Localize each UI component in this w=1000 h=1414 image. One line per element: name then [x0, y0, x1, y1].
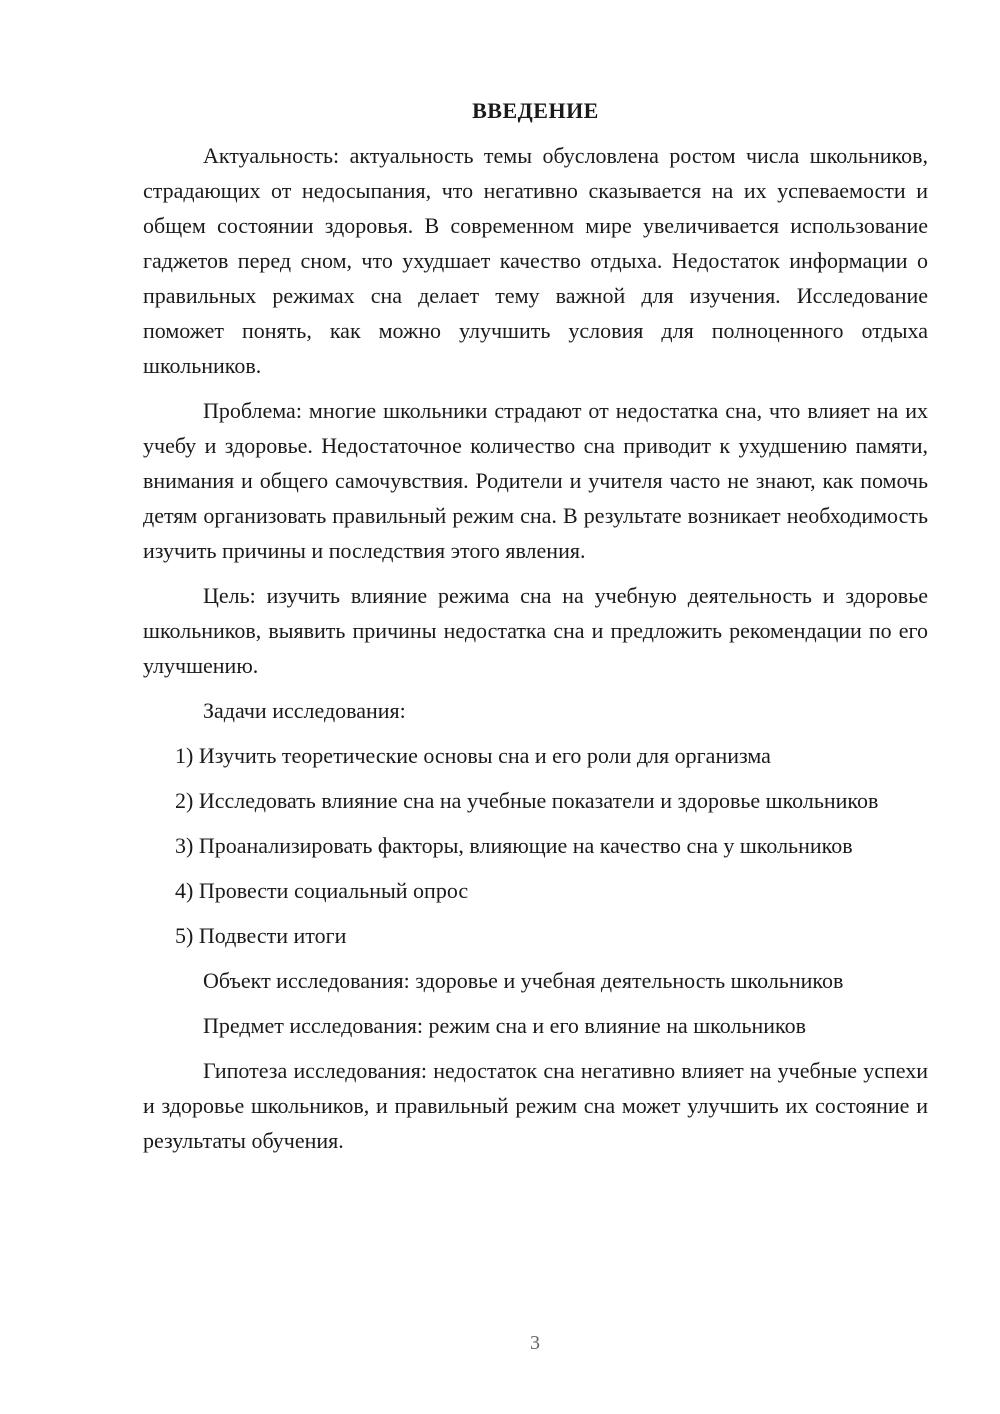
task-item-2: 2) Исследовать влияние сна на учебные показатели и здоровье школьников [175, 788, 879, 813]
page-number: 3 [530, 1332, 540, 1354]
subject-paragraph: Предмет исследования: режим сна и его влияние на школьников [203, 1013, 806, 1038]
task-item-4: 4) Провести социальный опрос [175, 878, 469, 903]
page-title: ВВЕДЕНИЕ [472, 98, 599, 123]
task-item-1: 1) Изучить теоретические основы сна и его роли для организма [175, 743, 771, 768]
hypothesis-paragraph: Гипотеза исследования: недостаток сна негативно влияет на учебные успехи и здоровье школьников, и правильный режим сна может улучшить их состояние и результаты обучения. [143, 1058, 928, 1153]
relevance-paragraph: Актуальность: актуальность темы обусловлена ростом числа школьников, страдающих от недосыпания, что негативно сказывается на их успеваемости и общем состоянии здоровья. В современном мире увеличивается использование гаджетов перед сном, что ухудшает качество отдыха. Недостаток информации о правильных режимах сна делает тему важной для изучения. Исследование поможет понять, как можно улучшить условия для полноценного отдыха школьников. [143, 143, 928, 378]
task-item-3: 3) Проанализировать факторы, влияющие на качество сна у школьников [175, 833, 853, 858]
object-paragraph: Объект исследования: здоровье и учебная деятельность школьников [203, 968, 844, 993]
problem-paragraph: Проблема: многие школьники страдают от недостатка сна, что влияет на их учебу и здоровье. Недостаточное количество сна приводит к ухудшению памяти, внимания и общего самочувствия. Родители и учителя часто не знают, как помочь детям организовать правильный режим сна. В результате возникает необходимость изучить причины и последствия этого явления. [143, 398, 928, 563]
tasks-heading: Задачи исследования: [203, 698, 406, 723]
task-item-5: 5) Подвести итоги [175, 923, 347, 948]
goal-paragraph: Цель: изучить влияние режима сна на учебную деятельность и здоровье школьников, выявить причины недостатка сна и предложить рекомендации по его улучшению. [143, 583, 928, 678]
